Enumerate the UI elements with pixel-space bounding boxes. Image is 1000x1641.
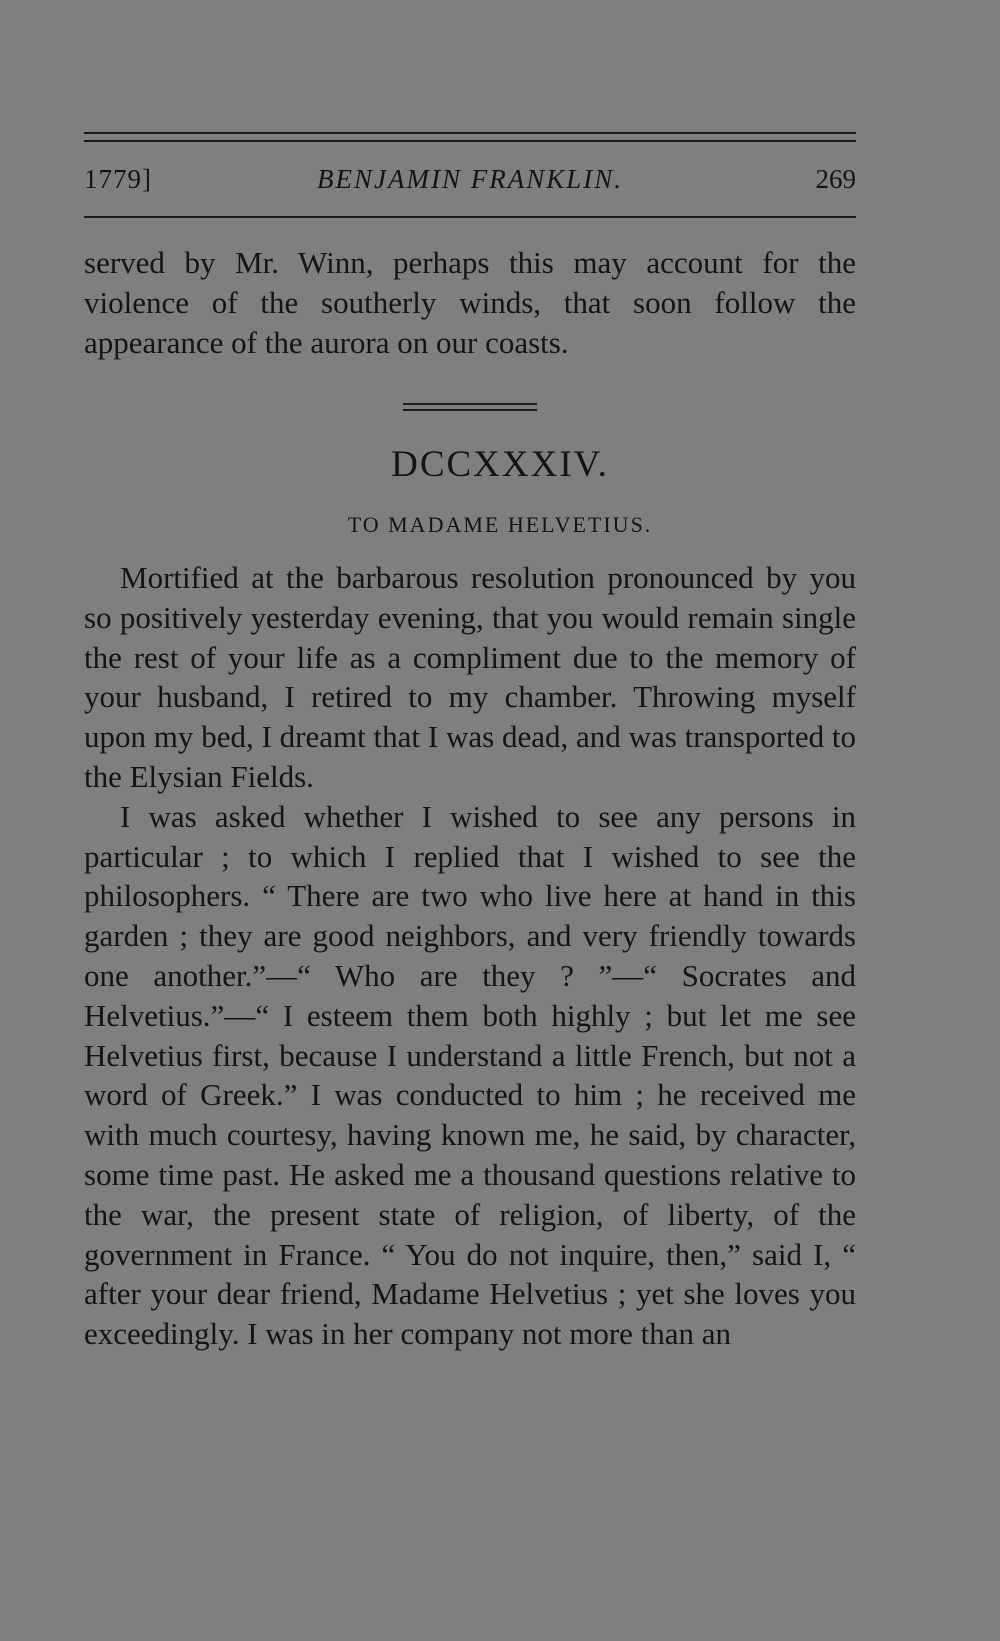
running-head [84,160,856,204]
letter-paragraph-1: Mortified at the barbarous resolution pronounced by you so positively yesterday evening, that you would remain single the rest of your life as a compliment due to the memory of your husband, I retired to my chamber. Throwing myself upon my bed, I dreamt that I was dead, and was transported to the Elysian Fields. [84,560,856,794]
letter-number: DCCXXXIV. [391,444,609,485]
running-head-year: 1779] [84,164,152,194]
letter-paragraph-2: I was asked whether I wished to see any persons in particular ; to which I replied that I wished to see the philosophers. “ There are two who live here at hand in this garden ; they are good neighbors, and very friendly towards one another.”—“ Who are they ? ”—“ Socrates and Helvetius.”—“ I esteem them both highly ; but let me see Helvetius first, because I understand a little French, but not a word of Greek.” I was conducted to him ; he received me with much courtesy, having known me, he said, by character, some time past. He asked me a thousand questions relative to the war, the present state of religion, of liberty, of the government in France. “ You do not inquire, then,” said I, “ after your dear friend, Madame Helvetius ; yet she loves you exceedingly. I was in her company not more than an [84,798,856,1352]
letter-addressee: TO MADAME HELVETIUS. [347,512,653,537]
letter-body [84,558,856,1354]
continued-text: served by Mr. Winn, perhaps this may account for the violence of the southerly winds, that soon follow the appearance of the aurora on our coasts. [84,245,856,360]
header-top-rule [84,132,856,134]
running-head-title: BENJAMIN FRANKLIN. [317,164,623,194]
header-top-rule-inner [84,140,856,142]
continued-paragraph [84,243,856,362]
header-bottom-rule [84,216,856,218]
section-divider [403,403,537,411]
page-number: 269 [815,164,856,194]
